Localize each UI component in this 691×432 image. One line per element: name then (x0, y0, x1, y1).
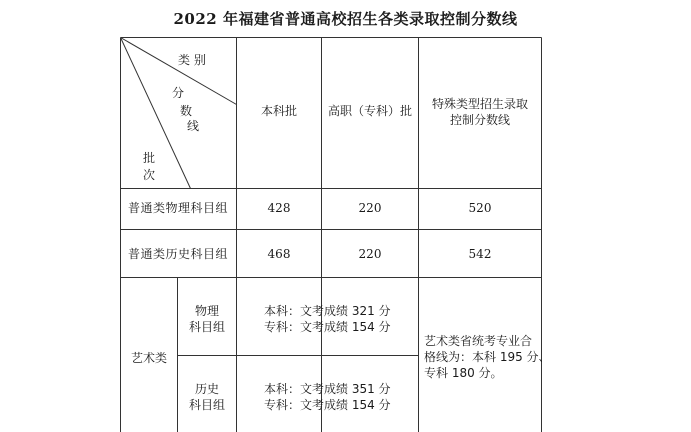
row-label-art: 艺术类 (130, 351, 168, 365)
column-header-special: 特殊类型招生录取 控制分数线 (431, 97, 529, 127)
header-score-label-3: 线 (187, 119, 200, 133)
art-history-scores: 本科：文考成绩 351 分 专科：文考成绩 154 分 (264, 382, 391, 412)
row-label-history: 普通类历史科目组 (127, 247, 229, 261)
header-batch-label-2: 次 (143, 168, 156, 182)
cell-history-benke: 468 (267, 247, 291, 261)
column-header-benke: 本科批 (260, 104, 298, 118)
cell-history-gaozhi: 220 (358, 247, 382, 261)
cell-physics-gaozhi: 220 (358, 201, 382, 215)
header-category-label: 类 别 (178, 53, 206, 67)
cell-history-special: 542 (468, 247, 492, 261)
header-score-label-1: 分 (172, 86, 185, 100)
cell-physics-benke: 428 (267, 201, 291, 215)
header-batch-label-1: 批 (143, 151, 156, 165)
art-physics-label: 物理 科目组 (188, 304, 226, 334)
header-score-label-2: 数 (180, 104, 193, 118)
row-label-physics: 普通类物理科目组 (127, 201, 229, 215)
art-physics-scores: 本科：文考成绩 321 分 专科：文考成绩 154 分 (264, 304, 391, 334)
page-title: 2022 年福建省普通高校招生各类录取控制分数线 (173, 10, 518, 28)
art-history-label: 历史 科目组 (188, 382, 226, 412)
column-header-gaozhi: 高职（专科）批 (327, 104, 413, 118)
cell-physics-special: 520 (468, 201, 492, 215)
art-unified-exam-note: 艺术类省统考专业合 格线为：本科 195 分、 专科 180 分。 (424, 334, 551, 380)
